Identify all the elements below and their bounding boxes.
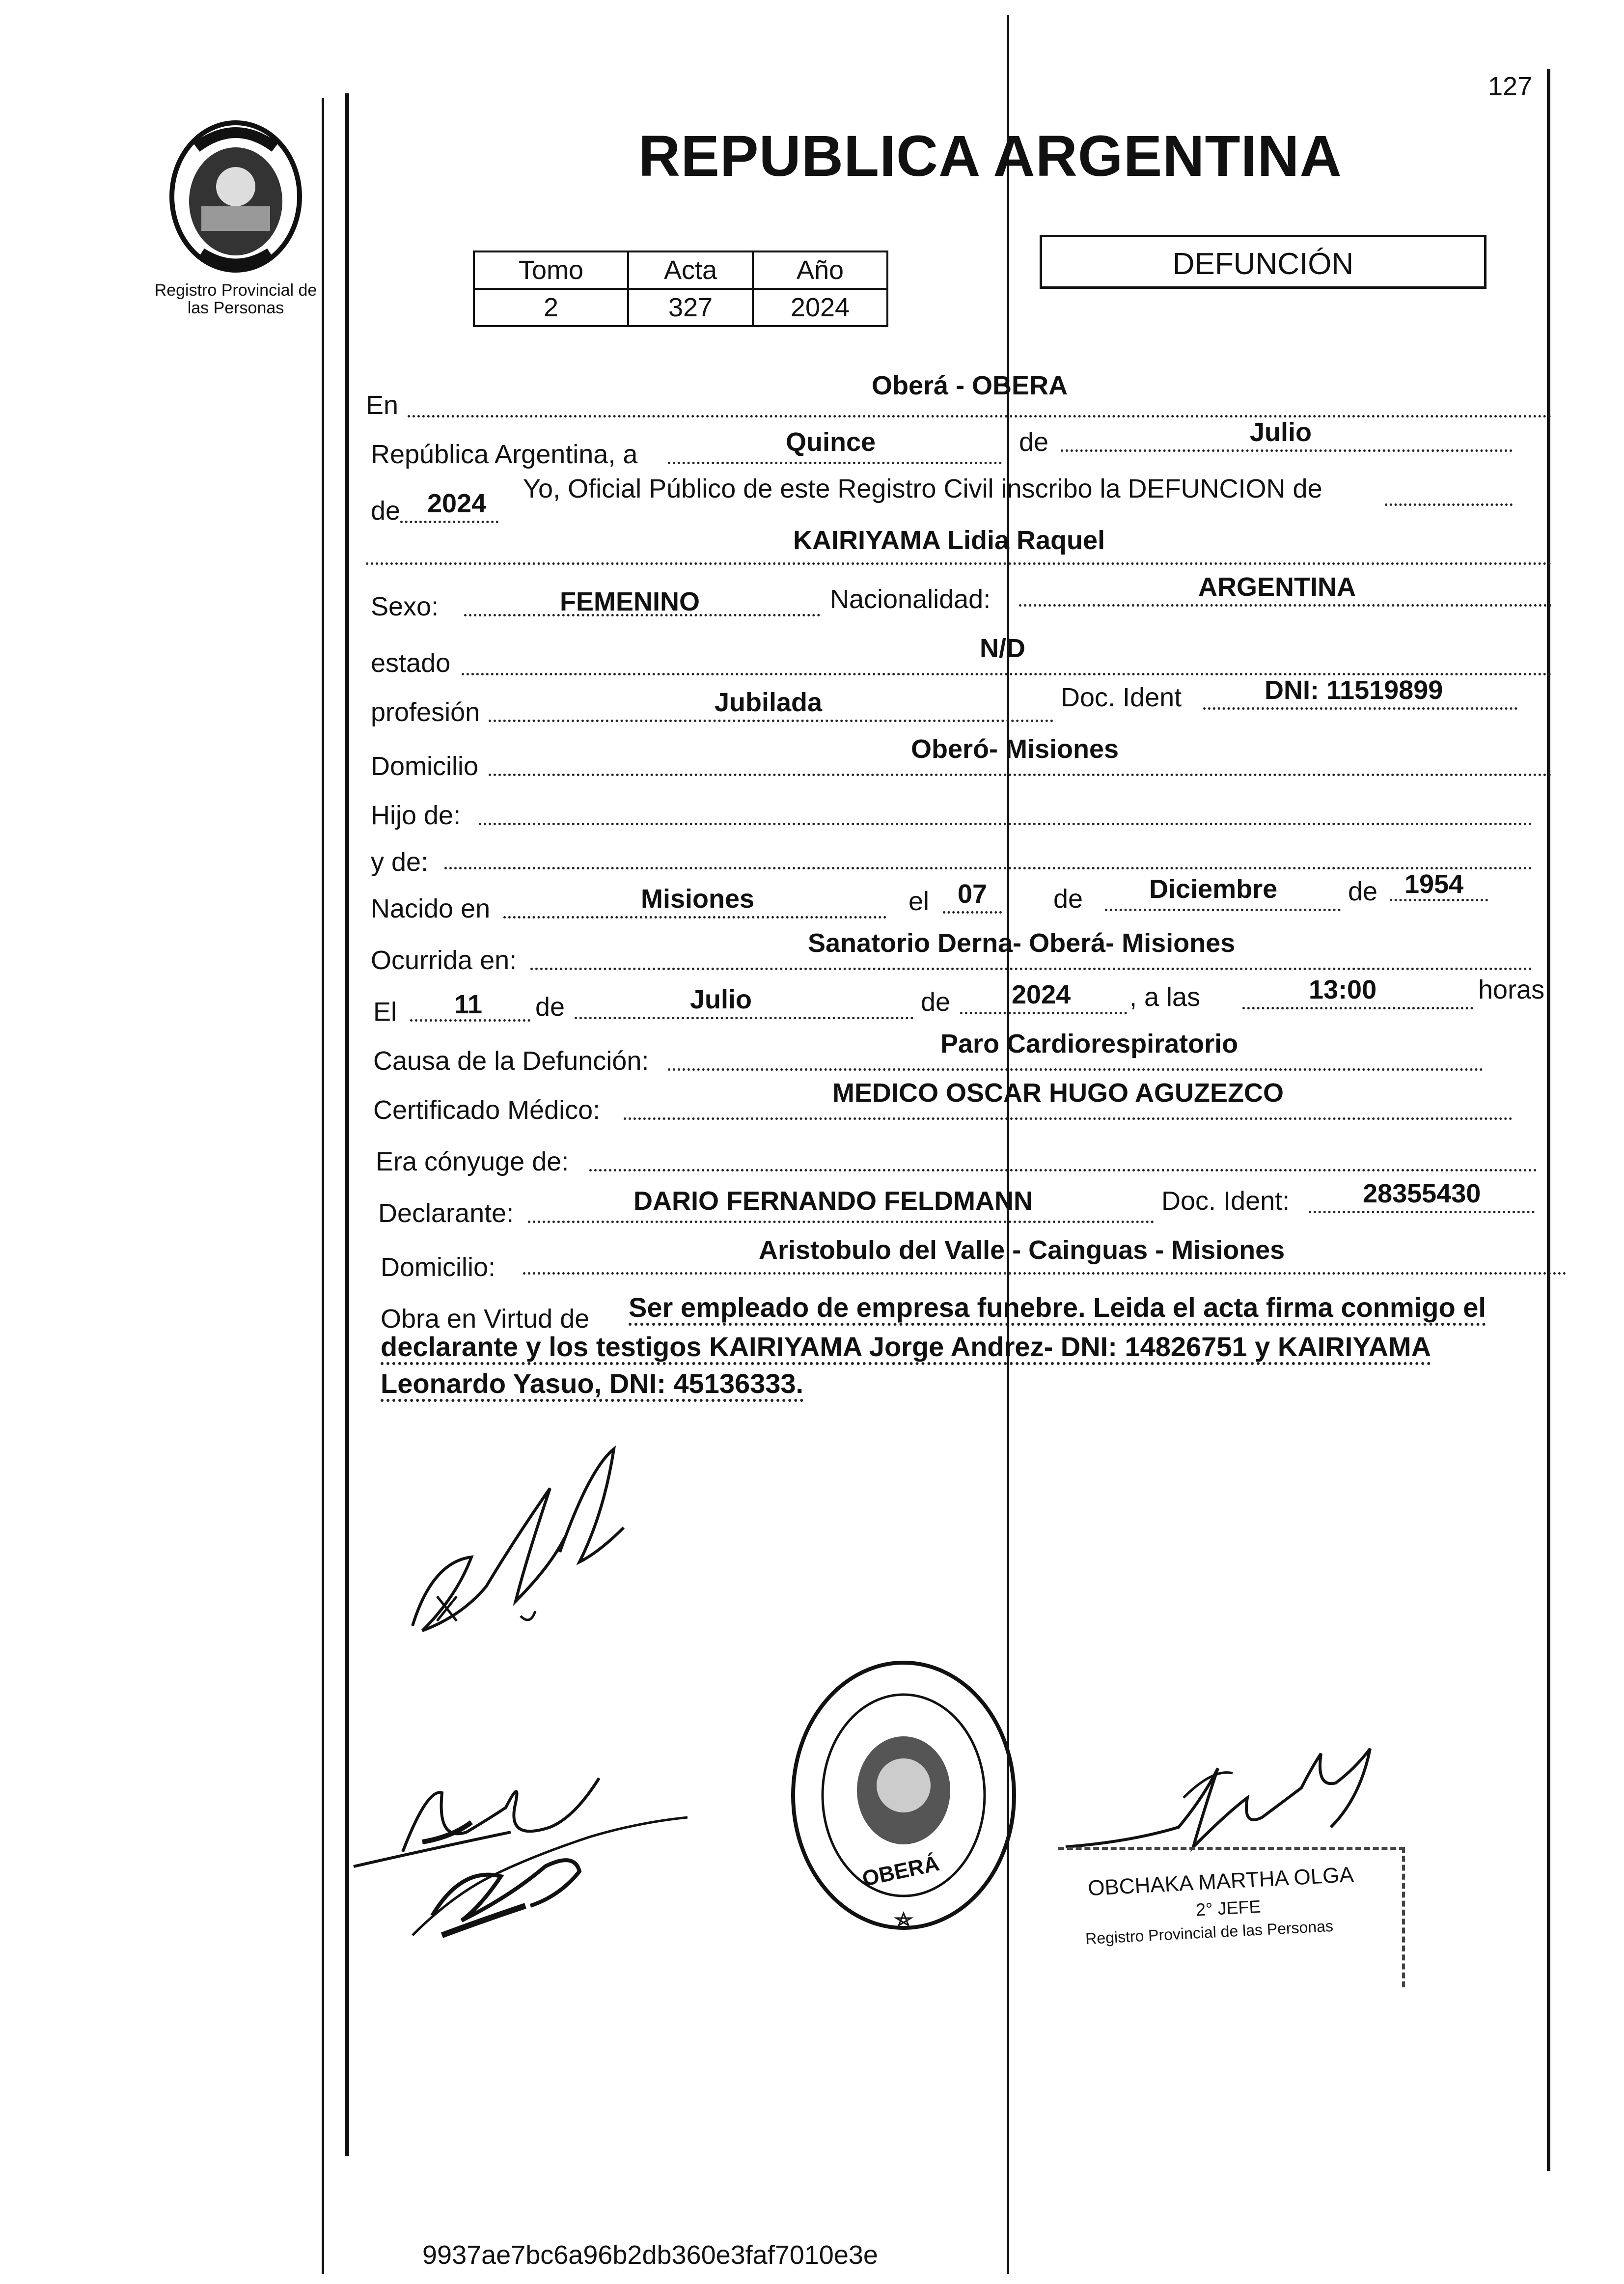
sexo-label: Sexo:	[371, 592, 439, 621]
birth-day: 07	[958, 879, 988, 909]
dotted-line	[489, 774, 1552, 776]
registry-name: Registro Provincial de las Personas	[154, 281, 317, 317]
yde-label: y de:	[371, 847, 429, 877]
official-name: OBCHAKA MARTHA OLGA	[1087, 1862, 1354, 1901]
dotted-line	[1061, 449, 1513, 452]
witness-signature-2	[383, 1808, 697, 1955]
record-header-ano: Año	[753, 251, 887, 289]
dotted-line	[1309, 1211, 1535, 1213]
dotted-line	[503, 916, 886, 919]
document-hash: 9937ae7bc6a96b2db360e3faf7010e3e	[422, 2240, 878, 2270]
de-label: de	[535, 992, 565, 1022]
intro-text: Yo, Oficial Público de este Registro Civil inscribo la DEFUNCION de	[523, 474, 1322, 503]
dotted-line	[575, 1017, 913, 1019]
left-margin-rule	[322, 98, 324, 2274]
dotted-line	[444, 867, 1532, 869]
republica-label: República Argentina, a	[371, 440, 638, 469]
official-office: Registro Provincial de las Personas	[1085, 1917, 1334, 1948]
hijo-label: Hijo de:	[371, 801, 461, 830]
dotted-line	[624, 1117, 1513, 1120]
declarante-label: Declarante:	[378, 1198, 514, 1228]
nacido-label: Nacido en	[371, 894, 491, 923]
obra-line-2: declarante y los testigos KAIRIYAMA Jorge Andrez- DNI: 14826751 y KAIRIYAMA	[381, 1331, 1562, 1363]
domicilio2-label: Domicilio:	[381, 1253, 496, 1282]
dotted-line	[960, 1012, 1127, 1014]
domicilio-label: Domicilio	[371, 752, 479, 781]
dotted-line	[366, 562, 1552, 565]
en-label: En	[366, 390, 399, 420]
month-value: Julio	[1250, 418, 1312, 447]
dotted-line	[1385, 503, 1513, 506]
dotted-line	[1105, 909, 1341, 911]
dotted-line	[1019, 604, 1552, 607]
declarante-signature	[403, 1439, 707, 1645]
year-value: 2024	[427, 489, 487, 518]
birth-place: Misiones	[641, 884, 755, 914]
seal-city: OBERÁ	[860, 1851, 942, 1891]
dotted-line	[530, 968, 1532, 970]
domicilio-value: Oberó- Misiones	[911, 734, 1119, 764]
el-cap-label: El	[373, 997, 397, 1027]
official-role: 2° JEFE	[1195, 1896, 1262, 1920]
center-fold-line	[1007, 15, 1009, 2274]
birth-month: Diciembre	[1149, 874, 1278, 904]
de-label: de	[371, 496, 401, 526]
record-header-acta: Acta	[628, 251, 753, 289]
place-value: Oberá - OBERA	[872, 371, 1068, 400]
certificado-label: Certificado Médico:	[373, 1095, 601, 1125]
dotted-line	[400, 521, 498, 523]
domicilio2-value: Aristobulo del Valle - Cainguas - Misiones	[759, 1235, 1285, 1265]
certificado-value: MEDICO OSCAR HUGO AGUZEZCO	[832, 1078, 1284, 1108]
death-time: 13:00	[1309, 975, 1377, 1004]
death-month: Julio	[690, 985, 752, 1014]
dotted-line	[479, 823, 1532, 825]
page-title: REPUBLICA ARGENTINA	[638, 124, 1342, 189]
sexo-value: FEMENINO	[560, 587, 700, 616]
de-label: de	[1348, 877, 1378, 906]
dotted-line	[668, 1068, 1483, 1071]
obra-line-3: Leonardo Yasuo, DNI: 45136333.	[381, 1368, 1562, 1399]
registry-logo	[157, 113, 314, 280]
doc-label: Doc. Ident	[1061, 683, 1182, 712]
conyuge-label: Era cónyuge de:	[376, 1147, 569, 1176]
dotted-line	[1242, 1007, 1473, 1009]
causa-value: Paro Cardiorespiratorio	[940, 1029, 1239, 1058]
estado-value: N/D	[980, 634, 1025, 663]
dotted-line	[410, 1019, 530, 1022]
dotted-line	[489, 720, 1053, 722]
dotted-line	[528, 1221, 1154, 1223]
nacionalidad-label: Nacionalidad:	[830, 585, 991, 614]
obra-line-1: Ser empleado de empresa funebre. Leida el acta firma conmigo el	[629, 1292, 1562, 1323]
doc-ident-label: Doc. Ident:	[1161, 1186, 1290, 1216]
death-year: 2024	[1012, 980, 1071, 1009]
profesion-label: profesión	[371, 697, 480, 727]
page-number: 127	[1488, 72, 1533, 101]
dotted-line	[408, 415, 1552, 418]
deceased-name: KAIRIYAMA Lidia Raquel	[793, 526, 1105, 555]
dotted-line	[943, 911, 1002, 914]
de-label: de	[1019, 427, 1049, 457]
dotted-line	[589, 1169, 1537, 1171]
obra-label: Obra en Virtud de	[381, 1304, 590, 1334]
declarante-doc: 28355430	[1363, 1179, 1481, 1208]
day-value: Quince	[786, 427, 876, 457]
horas-label: horas	[1478, 975, 1545, 1004]
estado-label: estado	[371, 648, 451, 678]
act-type-box: DEFUNCIÓN	[1040, 235, 1486, 289]
dotted-line	[668, 462, 1002, 464]
birth-year: 1954	[1404, 869, 1464, 899]
ocurrida-label: Ocurrida en:	[371, 946, 517, 975]
record-header-tomo: Tomo	[474, 251, 628, 289]
dotted-line	[1390, 899, 1488, 901]
profesion-value: Jubilada	[715, 688, 823, 717]
nacionalidad-value: ARGENTINA	[1198, 572, 1356, 602]
declarante-value: DARIO FERNANDO FELDMANN	[633, 1186, 1033, 1216]
right-border-rule	[1547, 69, 1550, 2171]
death-place: Sanatorio Derna- Oberá- Misiones	[808, 928, 1236, 958]
official-stamp	[1058, 1847, 1405, 1987]
alas-label: , a las	[1129, 982, 1201, 1012]
record-value-acta: 327	[628, 289, 753, 326]
registry-seal	[788, 1658, 1019, 1933]
record-value-tomo: 2	[474, 289, 628, 326]
doc-value: DNI: 11519899	[1265, 675, 1443, 705]
death-day: 11	[454, 990, 483, 1019]
dotted-line	[523, 1272, 1567, 1275]
el-label: el	[908, 887, 930, 916]
de-label: de	[921, 987, 951, 1017]
causa-label: Causa de la Defunción:	[373, 1046, 649, 1076]
record-value-ano: 2024	[753, 289, 887, 326]
de-label: de	[1053, 884, 1083, 914]
dotted-line	[1203, 707, 1517, 710]
record-table	[473, 251, 888, 327]
